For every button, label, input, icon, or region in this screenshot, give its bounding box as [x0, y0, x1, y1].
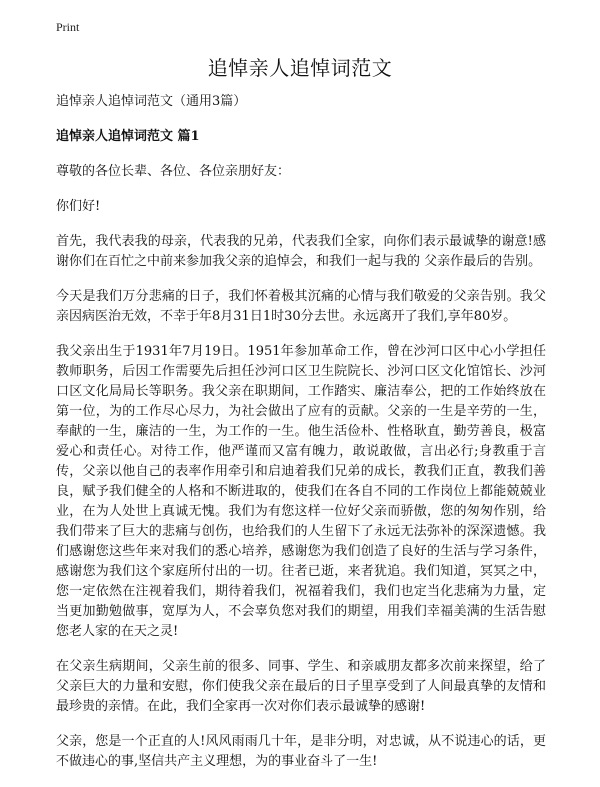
paragraph-farewell: 今天是我们万分悲痛的日子，我们怀着极其沉痛的心情与我们敬爱的父亲告别。我父亲因病医治无效，不幸于年8月31日1时30分去世。永远离开了我们,享年80岁。: [56, 289, 546, 324]
paragraph-tribute: 父亲，您是一个正直的人!风风雨雨几十年，是非分明，对忠诚，从不说违心的话，更不做违心的事,坚信共产主义理想，为的事业奋斗了一生!: [56, 734, 546, 769]
paragraph-thanks: 首先，我代表我的母亲，代表我的兄弟，代表我们全家，向你们表示最诚挚的谢意!感谢你们在百忙之中前来参加我父亲的追悼会，和我们一起与我的 父亲作最后的告别。: [56, 234, 546, 269]
paragraph-biography: 我父亲出生于1931年7月19日。1951年参加革命工作，曾在沙河口区中心小学担任教师职务，后因工作需要先后担任沙河口区卫生院院长、沙河口区文化馆馆长、沙河口区文化局局长等职务。我父亲在职期间，工作踏实、廉洁奉公，把的工作始终放在第一位，为的工作尽心尽力，为社会做出了应有的贡献。父亲的一生是辛劳的一生，奉献的一生，廉洁的一生，为工作的一生。他生活俭朴、性格耿直，勤劳善良，极富爱心和责任心。对待工作，他严谨而又富有魄力，敢说敢做，言出必行;身教重于言传，父亲以他自己的表率作用牵引和启迪着我们兄弟的成长，教我们正直，教我们善良，赋予我们健全的人格和不断进取的，使我们在各自不同的工作岗位上都能兢兢业业，在为人处世上真诚无愧。我们为有您这样一位好父亲而骄傲，您的匆匆作别，给我们带来了巨大的悲痛与创伤，也给我们的人生留下了永远无法弥补的深深遗憾。我们感谢您这些年来对我们的悉心培养，感谢您为我们创造了良好的生活与学习条件，感谢您为我们这个家庭所付出的一切。往者已逝，来者犹追。我们知道，冥冥之中，您一定依然在注视着我们，期待着我们，祝福着我们，我们也定当化悲痛为力量，定当更加勤勉做事，宽厚为人，不会辜负您对我们的期望，用我们幸福美满的生活告慰您老人家的在天之灵!: [56, 344, 546, 639]
paragraph-salutation: 尊敬的各位长辈、各位、各位亲朋好友：: [56, 164, 291, 179]
document-body: [56, 92, 546, 787]
paragraph-greeting: 你们好!: [56, 199, 101, 214]
paragraph-illness: 在父亲生病期间，父亲生前的很多、同事、学生、和亲戚朋友都多次前来探望，给了父亲巨大的力量和安慰，你们使我父亲在最后的日子里享受到了人间最真挚的友情和最珍贵的亲情。在此，我们全家再一次对你们表示最诚挚的感谢!: [56, 659, 546, 714]
document-title: 追悼亲人追悼词范文: [207, 56, 393, 80]
print-link[interactable]: Print: [56, 20, 80, 34]
document-subtitle: 追悼亲人追悼词范文（通用3篇）: [56, 94, 247, 109]
section-heading: 追悼亲人追悼词范文 篇1: [56, 129, 200, 144]
